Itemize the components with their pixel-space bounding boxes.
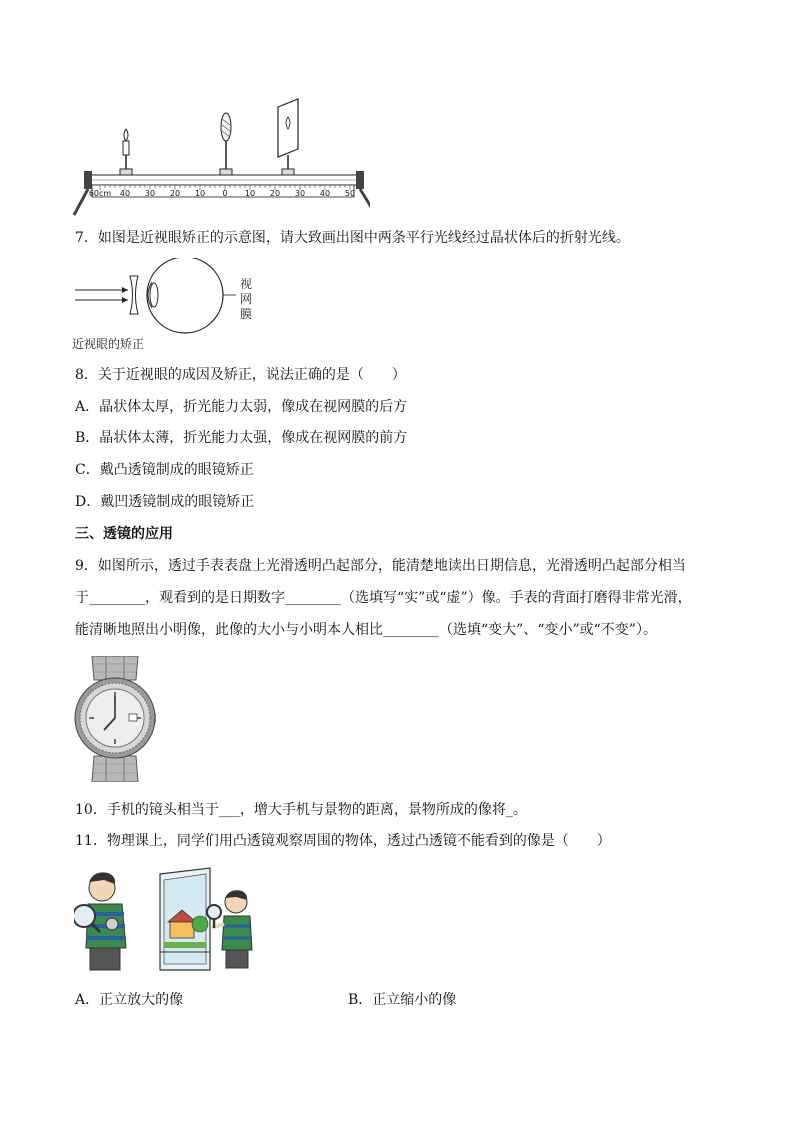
crystalline-lens-icon [150, 283, 158, 307]
convex-lens-icon [220, 113, 232, 175]
scale-label: 40 [119, 189, 131, 198]
date-window-icon [129, 714, 137, 721]
optical-bench-figure [70, 95, 370, 220]
myopia-correction-figure [70, 258, 270, 354]
q11-option-a: A．正立放大的像 [75, 992, 184, 1008]
q11-stem: 11．物理课上，同学们用凸透镜观察周围的物体，透过凸透镜不能看到的像是（ ） [75, 833, 611, 849]
screen-icon [278, 99, 298, 175]
boy-with-magnifier-icon [74, 872, 126, 970]
q9-line-3: 能清晰地照出小明像，此像的大小与小明本人相比________（选填“变大”、“变小”或“不变”）。 [75, 622, 657, 638]
scale-label: 50 [344, 189, 356, 198]
q8-stem: 8．关于近视眼的成因及矫正，说法正确的是（ ） [75, 367, 406, 383]
magnifier-observation-figure [74, 866, 264, 972]
scale-label: 20 [269, 189, 281, 198]
scale-label: 40 [319, 189, 331, 198]
scale-label: 30 [144, 189, 156, 198]
q11-option-b: B．正立缩小的像 [348, 992, 457, 1008]
concave-lens-icon [130, 276, 138, 314]
retina-label-1: 视 [240, 277, 253, 291]
scale-label: 0 [222, 189, 228, 198]
window-icon [160, 868, 210, 970]
retina-label-2: 网 [240, 292, 253, 306]
scale-label: 10 [244, 189, 256, 198]
scale-label: 10 [194, 189, 206, 198]
scale-label: 60cm [88, 189, 112, 198]
boy-holding-magnifier-icon [207, 890, 252, 968]
section-title: 三、透镜的应用 [75, 526, 173, 542]
wristwatch-figure [74, 656, 156, 782]
q10-text: 10．手机的镜头相当于___，增大手机与景物的距离，景物所成的像将_。 [75, 802, 527, 818]
figure-caption: 近视眼的矫正 [72, 337, 145, 351]
scale-label: 30 [294, 189, 306, 198]
q8-option-d: D．戴凹透镜制成的眼镜矫正 [75, 494, 255, 510]
retina-label-3: 膜 [240, 307, 253, 321]
q8-option-a: A．晶状体太厚，折光能力太弱，像成在视网膜的后方 [75, 399, 408, 415]
q7-text: 7．如图是近视眼矫正的示意图，请大致画出图中两条平行光线经过晶状体后的折射光线。 [75, 230, 630, 246]
q9-line-2: 于________，观看到的是日期数字________（选填写“实”或“虚”）像。手表的背面打磨得非常光滑， [75, 590, 692, 606]
scale-label: 20 [169, 189, 181, 198]
candle-icon [120, 129, 132, 175]
q8-option-c: C．戴凸透镜制成的眼镜矫正 [75, 462, 254, 478]
q9-line-1: 9．如图所示，透过手表表盘上光滑透明凸起部分，能清楚地读出日期信息，光滑透明凸起部分相当 [75, 558, 686, 574]
q8-option-b: B．晶状体太薄，折光能力太强，像成在视网膜的前方 [75, 430, 408, 446]
